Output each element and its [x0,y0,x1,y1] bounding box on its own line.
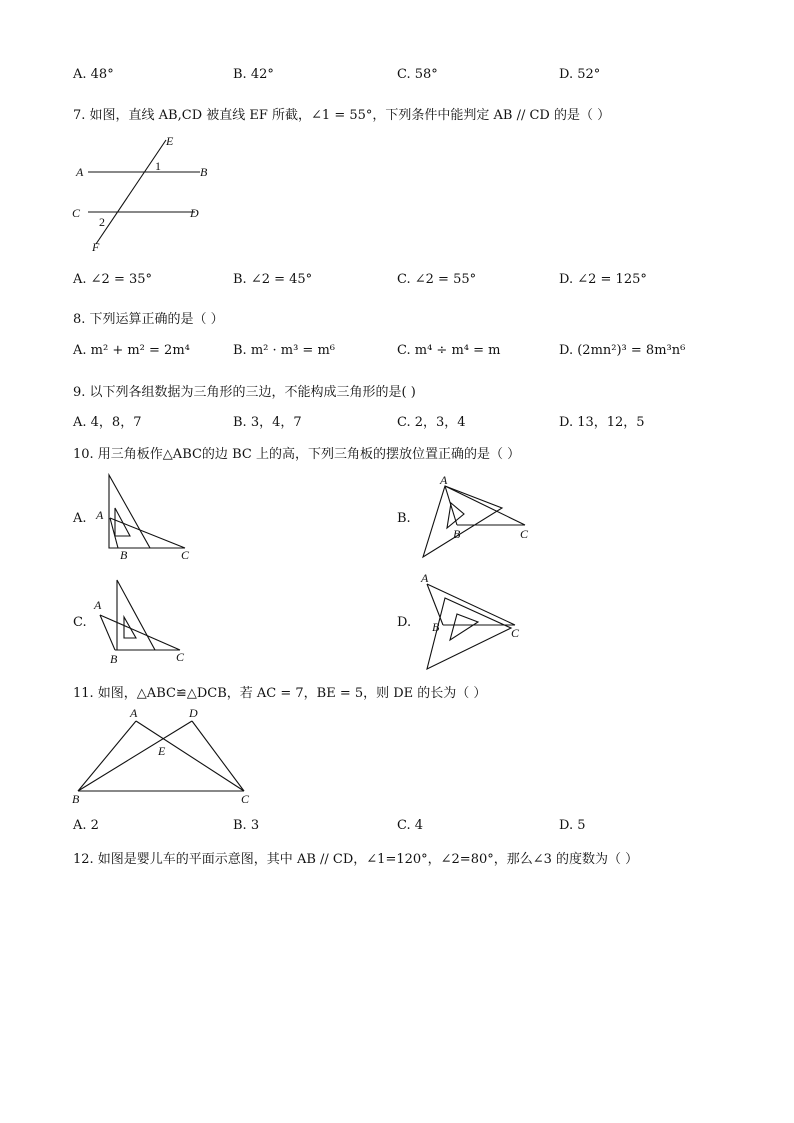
q10-option-d-letter: D. [397,615,412,630]
q6-option-d: D. 52° [559,67,601,82]
q7-label-c: C [72,206,81,220]
q10c-label-c: C [176,650,185,664]
q9-option-b: B. 3，4，7 [233,415,302,430]
q10c-label-a: A [94,598,102,612]
q10d-set-square-outer [427,598,511,669]
q8-stem: 8. 下列运算正确的是（ ） [73,312,224,327]
q9-option-c: C. 2，3，4 [397,415,466,430]
q11-label-a: A [130,706,138,720]
q10-stem: 10. 用三角板作△ABC的边 BC 上的高，下列三角板的摆放位置正确的是（ ） [73,447,521,462]
q11-side-db [78,721,192,791]
q9-option-a: A. 4，8，7 [73,415,142,430]
q10d-set-square-inner [450,614,478,640]
q11-label-e: E [158,744,166,758]
q7-option-a: A. ∠2 = 35° [73,272,153,287]
q7-option-d: D. ∠2 = 125° [559,272,647,287]
q10a-label-c: C [181,548,190,562]
q7-label-a: A [76,165,84,179]
q10c-set-square-outer [117,580,155,650]
q10-figure-c [90,575,200,667]
q11-label-b: B [72,792,80,806]
q7-option-b: B. ∠2 = 45° [233,272,313,287]
q10-option-a-letter: A. [73,511,87,526]
q7-stem: 7. 如图，直线 AB,CD 被直线 EF 所截，∠1 = 55°，下列条件中能判定 AB // CD 的是（ ） [73,108,611,123]
q10b-set-square-outer [423,486,502,557]
q10a-side-ab [110,518,118,548]
q11-figure [68,703,268,809]
q7-label-d: D [190,206,199,220]
q11-option-c: C. 4 [397,818,424,833]
q7-label-2: 2 [99,215,105,229]
q7-figure [70,130,230,256]
q7-option-c: C. ∠2 = 55° [397,272,477,287]
q8-option-b: B. m² · m³ = m⁶ [233,343,335,358]
q10c-label-b: B [110,652,118,666]
q10c-set-square-inner [124,617,136,638]
q10b-set-square-inner [447,503,464,528]
q10a-label-a: A [96,508,104,522]
q12-stem: 12. 如图是婴儿车的平面示意图，其中 AB // CD，∠1=120°，∠2=80°，那么∠3 的度数为（ ） [73,852,639,867]
q11-label-c: C [241,792,250,806]
q11-option-a: A. 2 [73,818,99,833]
q10b-label-c: C [520,527,529,541]
q6-option-b: B. 42° [233,67,274,82]
q10d-label-b: B [432,620,440,634]
q11-stem: 11. 如图，△ABC≌△DCB，若 AC = 7，BE = 5，则 DE 的长为（ ） [73,686,487,701]
q9-option-d: D. 13，12，5 [559,415,645,430]
q10b-label-b: B [453,527,461,541]
q7-label-b: B [200,165,208,179]
q10-figure-b [415,473,545,565]
q10-figure-a [90,470,200,565]
q7-label-1: 1 [155,159,161,173]
q10a-label-b: B [120,548,128,562]
q10c-side-ac [100,615,180,650]
q10-option-b-letter: B. [397,511,411,526]
q10-figure-d [415,570,535,672]
q6-option-c: C. 58° [397,67,438,82]
q11-side-ab [78,721,136,791]
q11-option-b: B. 3 [233,818,260,833]
q11-side-ac [136,721,244,791]
q11-side-dc [192,721,244,791]
q8-option-d: D. (2mn²)³ = 8m³n⁶ [559,343,686,358]
q7-line-ef [96,140,166,244]
q8-option-c: C. m⁴ ÷ m⁴ = m [397,343,501,358]
q10b-label-a: A [440,473,448,487]
q11-option-d: D. 5 [559,818,586,833]
q7-label-f: F [92,240,100,254]
q8-option-a: A. m² + m² = 2m⁴ [73,343,190,358]
q11-label-d: D [189,706,198,720]
q6-option-a: A. 48° [73,67,114,82]
q10-option-c-letter: C. [73,615,87,630]
q10d-label-a: A [421,571,429,585]
q9-stem: 9. 以下列各组数据为三角形的三边，不能构成三角形的是( ) [73,385,416,400]
q7-label-e: E [166,134,174,148]
q10a-set-square-inner [115,508,130,536]
q10d-label-c: C [511,626,520,640]
